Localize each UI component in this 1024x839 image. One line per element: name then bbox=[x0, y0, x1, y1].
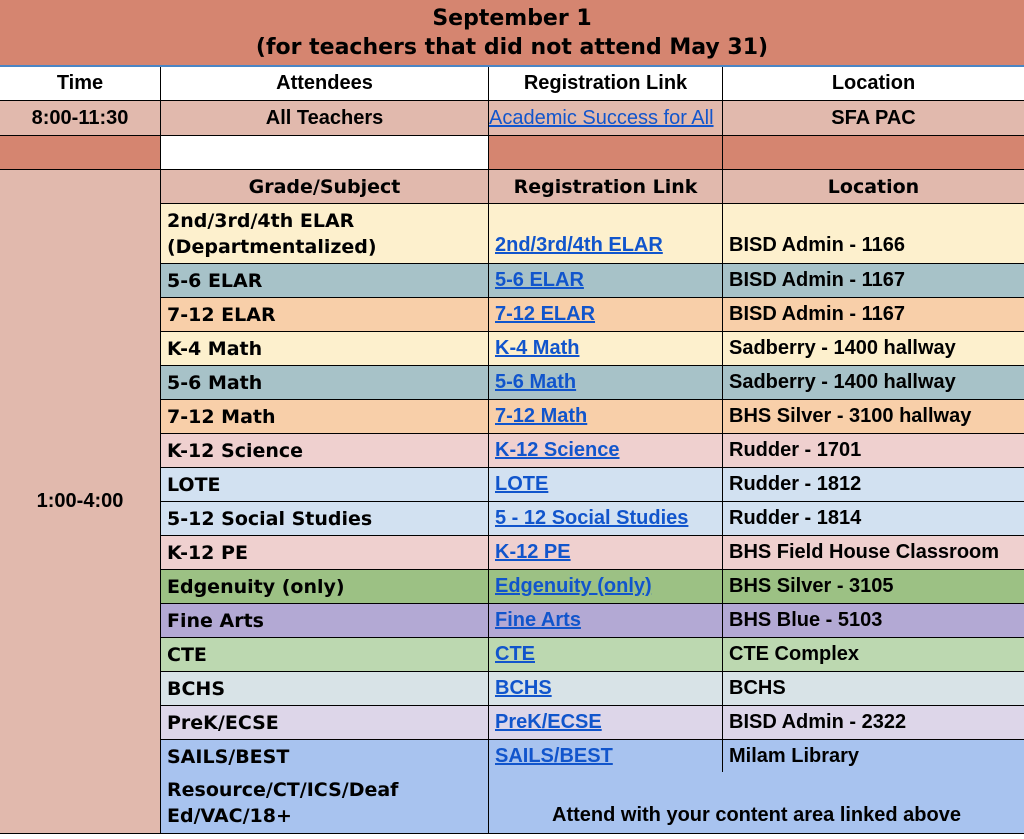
row-registration-cell bbox=[489, 468, 723, 502]
row-registration-cell bbox=[489, 366, 723, 400]
row-registration-link[interactable]: K-4 Math bbox=[495, 337, 580, 359]
row-registration-link[interactable]: 7-12 Math bbox=[495, 405, 588, 427]
row-registration-cell bbox=[489, 672, 723, 706]
subheader-subject: Grade/Subject bbox=[161, 170, 489, 204]
row-location: Rudder - 1701 bbox=[723, 434, 1024, 468]
row-location: BHS Field House Classroom bbox=[723, 536, 1024, 570]
row-registration-cell bbox=[489, 204, 723, 264]
row-registration-cell bbox=[489, 298, 723, 332]
header-registration: Registration Link bbox=[489, 67, 723, 101]
row-location: BHS Silver - 3100 hallway bbox=[723, 400, 1024, 434]
row-subject bbox=[161, 204, 489, 264]
row-registration-link[interactable]: Fine Arts bbox=[495, 609, 581, 631]
row-location: Sadberry - 1400 hallway bbox=[723, 332, 1024, 366]
resource-note-text: Attend with your content area linked above bbox=[552, 804, 961, 826]
separator-cell bbox=[161, 136, 489, 170]
row-subject: 7-12 Math bbox=[161, 400, 489, 434]
subheader-registration: Registration Link bbox=[489, 170, 723, 204]
row-location: BISD Admin - 1167 bbox=[723, 264, 1024, 298]
schedule-title bbox=[0, 0, 1024, 67]
separator-cell bbox=[0, 136, 161, 170]
afternoon-time: 1:00-4:00 bbox=[0, 170, 161, 834]
row-registration-cell bbox=[489, 502, 723, 536]
row-subject: K-12 Science bbox=[161, 434, 489, 468]
row-subject: K-12 PE bbox=[161, 536, 489, 570]
row-registration-cell bbox=[489, 536, 723, 570]
row-location: BISD Admin - 1167 bbox=[723, 298, 1024, 332]
row-location: BISD Admin - 2322 bbox=[723, 706, 1024, 740]
row-subject: PreK/ECSE bbox=[161, 706, 489, 740]
morning-time: 8:00-11:30 bbox=[0, 101, 161, 136]
row-subject: 5-12 Social Studies bbox=[161, 502, 489, 536]
row-subject: Edgenuity (only) bbox=[161, 570, 489, 604]
row-registration-link[interactable]: PreK/ECSE bbox=[495, 711, 602, 733]
title-subtitle: (for teachers that did not attend May 31) bbox=[255, 34, 769, 60]
row-location: CTE Complex bbox=[723, 638, 1024, 672]
row-subject: K-4 Math bbox=[161, 332, 489, 366]
row-registration-cell bbox=[489, 264, 723, 298]
row-registration-link[interactable]: BCHS bbox=[495, 677, 552, 699]
row-location: BCHS bbox=[723, 672, 1024, 706]
morning-registration-link[interactable]: Academic Success for All bbox=[489, 106, 714, 129]
row-location: Rudder - 1814 bbox=[723, 502, 1024, 536]
row-registration-link[interactable]: 5-6 Math bbox=[495, 371, 577, 393]
separator-cell bbox=[489, 136, 723, 170]
morning-location: SFA PAC bbox=[723, 101, 1024, 136]
resource-subject-line2: Ed/VAC/18+ bbox=[167, 804, 292, 827]
row-subject-line2: (Departmentalized) bbox=[167, 235, 377, 258]
row-registration-link[interactable]: 2nd/3rd/4th ELAR bbox=[495, 234, 663, 256]
resource-note bbox=[489, 772, 1024, 834]
title-date: September 1 bbox=[432, 5, 592, 31]
row-registration-link[interactable]: K-12 Science bbox=[495, 439, 620, 461]
row-subject: 7-12 ELAR bbox=[161, 298, 489, 332]
row-subject: 5-6 ELAR bbox=[161, 264, 489, 298]
row-location: Milam Library bbox=[723, 740, 1024, 774]
row-registration-link[interactable]: Edgenuity (only) bbox=[495, 575, 652, 597]
row-registration-cell bbox=[489, 400, 723, 434]
row-subject: LOTE bbox=[161, 468, 489, 502]
row-location: BISD Admin - 1166 bbox=[723, 204, 1024, 264]
row-registration-link[interactable]: 5-6 ELAR bbox=[495, 269, 584, 291]
morning-attendees: All Teachers bbox=[161, 101, 489, 136]
row-location: BHS Silver - 3105 bbox=[723, 570, 1024, 604]
morning-registration-cell bbox=[489, 101, 723, 136]
row-registration-cell bbox=[489, 332, 723, 366]
row-subject: 5-6 Math bbox=[161, 366, 489, 400]
row-registration-link[interactable]: SAILS/BEST bbox=[495, 745, 613, 767]
row-subject: Fine Arts bbox=[161, 604, 489, 638]
row-subject: SAILS/BEST bbox=[161, 740, 489, 774]
resource-subject bbox=[161, 772, 489, 834]
row-location: BHS Blue - 5103 bbox=[723, 604, 1024, 638]
row-registration-cell bbox=[489, 570, 723, 604]
row-location: Sadberry - 1400 hallway bbox=[723, 366, 1024, 400]
row-location: Rudder - 1812 bbox=[723, 468, 1024, 502]
subheader-location: Location bbox=[723, 170, 1024, 204]
row-registration-link[interactable]: K-12 PE bbox=[495, 541, 571, 563]
header-attendees: Attendees bbox=[161, 67, 489, 101]
separator-cell bbox=[723, 136, 1024, 170]
row-registration-cell bbox=[489, 638, 723, 672]
header-time: Time bbox=[0, 67, 161, 101]
row-subject: BCHS bbox=[161, 672, 489, 706]
row-registration-cell bbox=[489, 604, 723, 638]
row-registration-link[interactable]: LOTE bbox=[495, 473, 549, 495]
resource-subject-line1: Resource/CT/ICS/Deaf bbox=[167, 778, 399, 801]
row-registration-link[interactable]: CTE bbox=[495, 643, 535, 665]
header-location: Location bbox=[723, 67, 1024, 101]
row-registration-cell bbox=[489, 434, 723, 468]
row-registration-cell bbox=[489, 706, 723, 740]
row-registration-link[interactable]: 5 - 12 Social Studies bbox=[495, 507, 689, 529]
row-subject-line1: 2nd/3rd/4th ELAR bbox=[167, 209, 355, 232]
row-subject: CTE bbox=[161, 638, 489, 672]
row-registration-cell bbox=[489, 740, 723, 774]
row-registration-link[interactable]: 7-12 ELAR bbox=[495, 303, 596, 325]
